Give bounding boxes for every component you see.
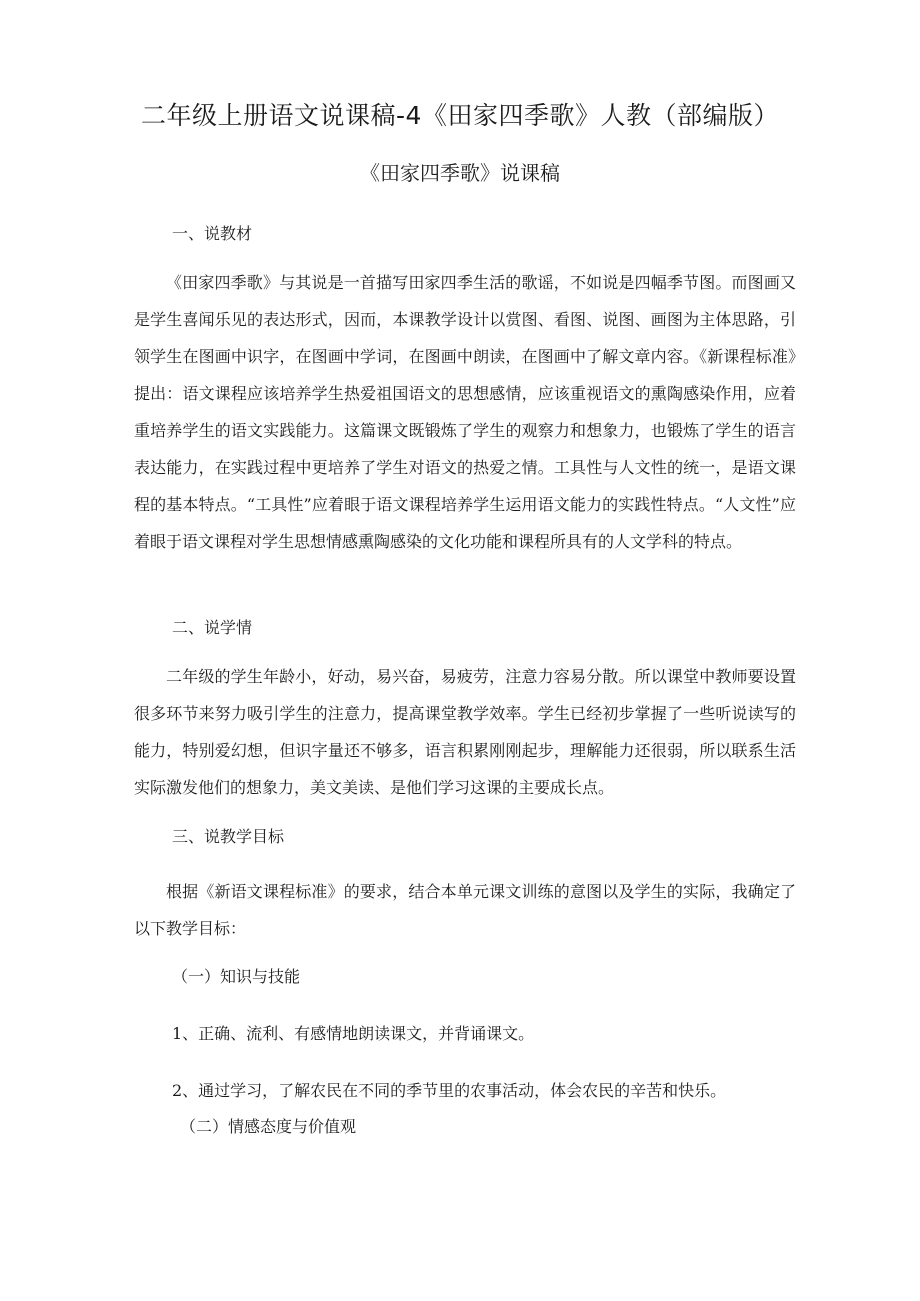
section-paragraph-goals: 根据《新语文课程标准》的要求，结合本单元课文训练的意图以及学生的实际，我确定了以下教学目标： — [134, 882, 796, 938]
section-paragraph-students: 二年级的学生年龄小，好动，易兴奋，易疲劳，注意力容易分散。所以课堂中教师要设置很多环节来努力吸引学生的注意力，提高课堂教学效率。学生已经初步掌握了一些听说读写的能力，特别爱幻想，但识字量还不够多，语言积累刚刚起步，理解能力还很弱，所以联系生活实际激发他们的想象力，美文美读、是他们学习这课的主要成长点。 — [134, 667, 796, 797]
goal-group-knowledge: （一）知识与技能 — [172, 967, 301, 986]
section-heading-students: 二、说学情 — [172, 618, 253, 637]
goal-item-2: 2、通过学习，了解农民在不同的季节里的农事活动，体会农民的辛苦和快乐。 — [172, 1081, 727, 1100]
goal-item-1: 1、正确、流利、有感情地朗读课文，并背诵课文。 — [172, 1024, 535, 1043]
section-paragraph-materials: 《田家四季歌》与其说是一首描写田家四季生活的歌谣，不如说是四幅季节图。而图画又是学生喜闻乐见的表达形式，因而，本课教学设计以赏图、看图、说图、画图为主体思路，引领学生在图画中识字，在图画中学词，在图画中朗读，在图画中了解文章内容。《新课程标准》提出：语文课程应该培养学生热爱祖国语文的思想感情，应该重视语文的熏陶感染作用，应着重培养学生的语文实践能力。这篇课文既锻炼了学生的观察力和想象力，也锻炼了学生的语言表达能力，在实践过程中更培养了学生对语文的热爱之情。工具性与人文性的统一，是语文课程的基本特点。“工具性”应着眼于语文课程培养学生运用语文能力的实践性特点。“人文性”应着眼于语文课程对学生思想情感熏陶感染的文化功能和课程所具有的人文学科的特点。 — [134, 273, 796, 551]
goal-group-attitude: （二）情感态度与价值观 — [180, 1117, 357, 1136]
section-heading-materials: 一、说教材 — [172, 224, 253, 243]
document-title: 二年级上册语文说课稿-4《田家四季歌》人教（部编版） — [141, 101, 779, 130]
document-subtitle: 《田家四季歌》说课稿 — [360, 161, 560, 185]
section-heading-goals: 三、说教学目标 — [172, 827, 285, 846]
